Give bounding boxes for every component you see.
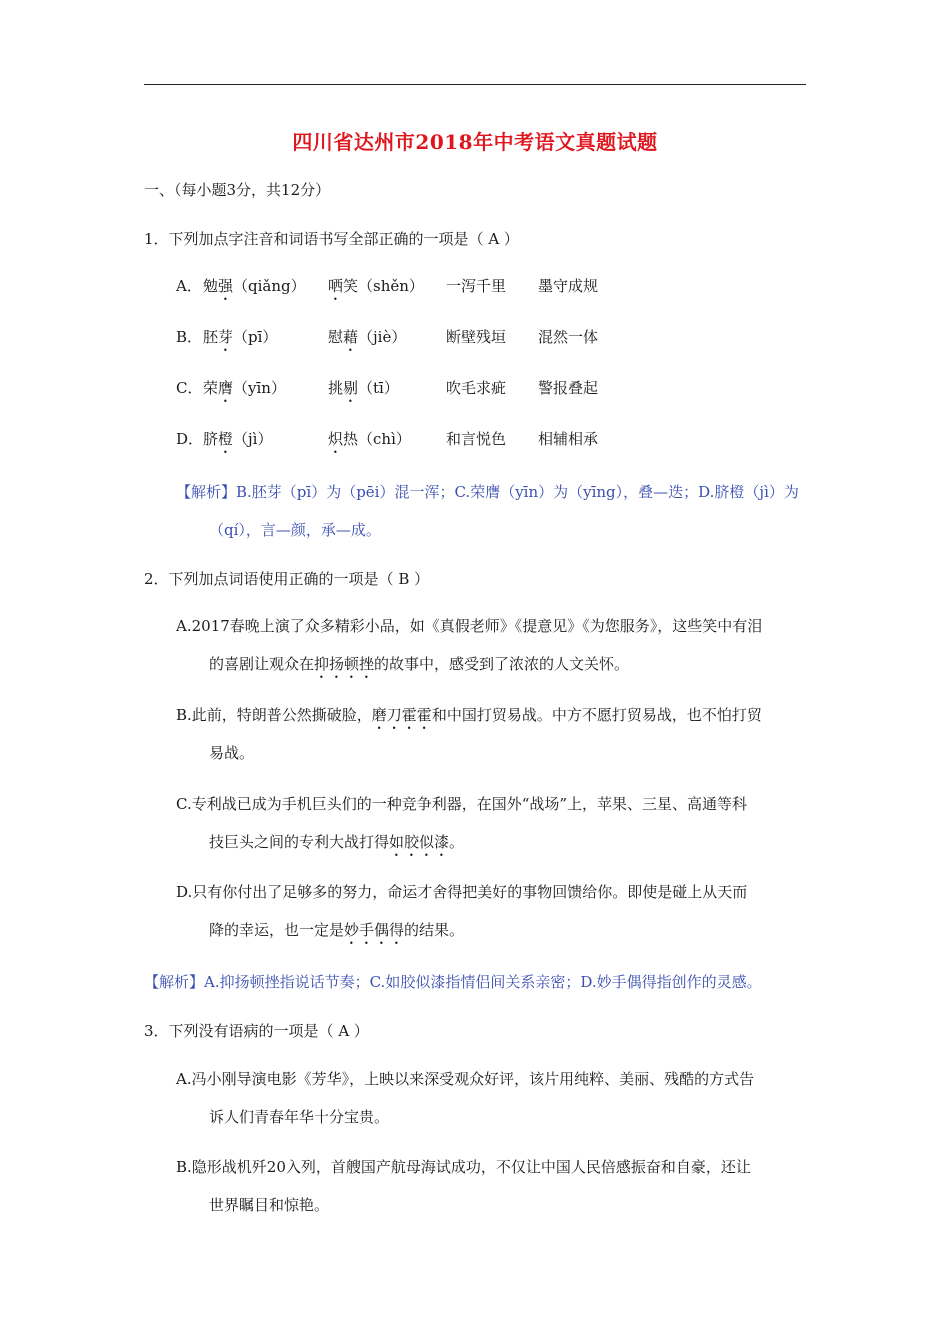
- text: 技巨头之间的专利大战打得: [209, 833, 390, 851]
- idiom: 混然一体: [538, 328, 599, 346]
- dotted-char: 强: [218, 277, 234, 295]
- pinyin: （tī）: [358, 379, 399, 397]
- q1-stem: 1．下列加点字注音和词语书写全部正确的一项是（ A ）: [144, 230, 519, 248]
- text: 的喜剧让观众在: [209, 655, 315, 673]
- analysis-tag: 【解析】: [144, 973, 205, 991]
- word-char: 胚: [203, 328, 219, 346]
- word-pinyin: 热（chì）: [343, 430, 411, 448]
- dotted-phrase: 磨刀霍霍: [371, 706, 432, 724]
- text: 的故事中，感受到了浓浓的人文关怀。: [374, 655, 630, 673]
- idiom: 墨守成规: [538, 277, 599, 295]
- text: 和中国打贸易战。中方不愿打贸易战，也不怕打贸: [431, 706, 762, 724]
- q3-stem: 3．下列没有语病的一项是（ A ）: [144, 1022, 369, 1040]
- dotted-char: 橙: [218, 430, 234, 448]
- q2-option-c-line2: [209, 832, 464, 860]
- text: 的结果。: [404, 921, 465, 939]
- idiom: 一泻千里: [446, 277, 507, 295]
- word-pinyin: 笑（shěn）: [343, 277, 424, 295]
- q3-option-b-line1: B.隐形战机歼20入列，首艘国产航母海试成功，不仅让中国人民倍感振奋和自豪，还让: [176, 1158, 751, 1176]
- q1-analysis-line1: [176, 482, 799, 502]
- option-letter: A．: [176, 277, 202, 295]
- dotted-phrase: 妙手偶得: [344, 921, 405, 939]
- dotted-char: 炽: [328, 430, 344, 448]
- q1-option-c: [176, 378, 806, 400]
- page-title: 四川省达州市2018年中考语文真题试题: [292, 130, 658, 154]
- idiom: 断壁残垣: [446, 328, 507, 346]
- option-letter: B．: [176, 328, 203, 346]
- q1-option-b: [176, 327, 806, 349]
- text: 。: [449, 833, 465, 851]
- pinyin: （qiǎng）: [233, 277, 306, 295]
- q2-option-a-line2: [209, 654, 629, 682]
- word-char: 勉: [203, 277, 219, 295]
- q1-analysis-line2: （qí），言—颜，承—成。: [209, 521, 381, 539]
- option-letter: D．: [176, 430, 204, 448]
- analysis-text: A.抑扬顿挫指说话节奏；C.如胶似漆指情侣间关系亲密；D.妙手偶得指创作的灵感。: [204, 973, 762, 991]
- word-char: 挑: [328, 379, 344, 397]
- dotted-char: 膺: [218, 379, 234, 397]
- dotted-char: 哂: [328, 277, 344, 295]
- pinyin: （pī）: [233, 328, 278, 346]
- dotted-char: 藉: [343, 328, 359, 346]
- analysis-text: B.胚芽（pī）为（pēi）混一浑；C.荣膺（yīn）为（yīng），叠—迭；D.脐橙（jì）为: [236, 483, 799, 501]
- section-heading: 一、（每小题3分，共12分）: [144, 181, 331, 199]
- analysis-tag: 【解析】: [176, 483, 237, 501]
- option-letter: C．: [176, 379, 203, 397]
- idiom: 相辅相承: [538, 430, 599, 448]
- q2-option-d-line2: [209, 920, 464, 948]
- dotted-phrase: 抑扬顿挫: [314, 655, 375, 673]
- q3-option-b-line2: 世界瞩目和惊艳。: [209, 1196, 330, 1214]
- pinyin: （jì）: [233, 430, 273, 448]
- idiom: 吹毛求疵: [446, 379, 507, 397]
- dotted-char: 芽: [218, 328, 234, 346]
- q2-analysis: [144, 972, 762, 992]
- q3-option-a-line1: A.冯小刚导演电影《芳华》，上映以来深受观众好评，该片用纯粹、美丽、残酷的方式告: [176, 1070, 755, 1088]
- q3-option-a-line2: 诉人们青春年华十分宝贵。: [209, 1108, 390, 1126]
- idiom: 警报叠起: [538, 379, 599, 397]
- q2-stem: 2．下列加点词语使用正确的一项是（ B ）: [144, 570, 430, 588]
- q2-option-c-line1: C.专利战已成为手机巨头们的一种竞争利器，在国外“战场”上，苹果、三星、高通等科: [176, 795, 748, 813]
- q2-option-a-line1: A.2017春晚上演了众多精彩小品，如《真假老师》《提意见》《为您服务》，这些笑中有泪: [176, 617, 763, 635]
- q2-option-d-line1: D.只有你付出了足够多的努力，命运才舍得把美好的事物回馈给你。即使是碰上从天而: [176, 883, 748, 901]
- pinyin: （yīn）: [233, 379, 286, 397]
- header-rule: [144, 84, 806, 85]
- q2-option-b-line1: [176, 705, 762, 733]
- q1-option-a: [176, 276, 806, 298]
- idiom: 和言悦色: [446, 430, 507, 448]
- word-char: 慰: [328, 328, 344, 346]
- pinyin: （jiè）: [358, 328, 407, 346]
- word-char: 脐: [203, 430, 219, 448]
- word-char: 荣: [203, 379, 219, 397]
- text: 降的幸运，也一定是: [209, 921, 345, 939]
- q2-option-b-line2: 易战。: [209, 744, 255, 762]
- q1-option-d: [176, 429, 806, 451]
- dotted-char: 剔: [343, 379, 359, 397]
- dotted-phrase: 如胶似漆: [389, 833, 450, 851]
- text: B.此前，特朗普公然撕破脸，: [176, 706, 372, 724]
